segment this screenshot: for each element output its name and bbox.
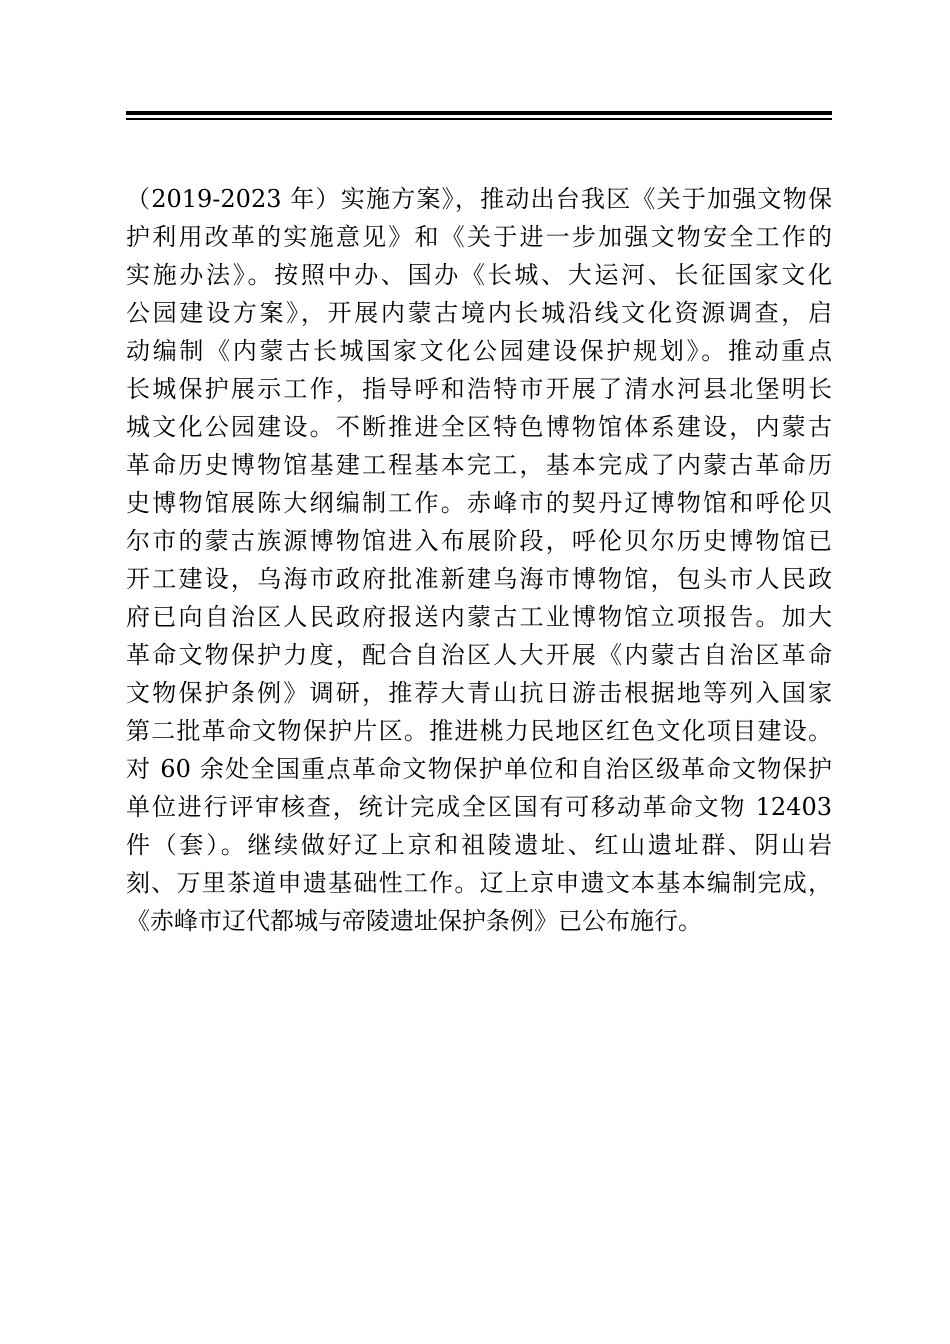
body-paragraph xyxy=(126,180,832,940)
text-line: 城文化公园建设。不断推进全区特色博物馆体系建设，内蒙古 xyxy=(126,413,832,441)
text-line: 革命文物保护力度，配合自治区人大开展《内蒙古自治区革命 xyxy=(126,641,832,669)
text-line: 文物保护条例》调研，推荐大青山抗日游击根据地等列入国家 xyxy=(126,679,832,707)
header-rule-thick xyxy=(126,111,832,115)
text-line: 件（套）。继续做好辽上京和祖陵遗址、红山遗址群、阴山岩 xyxy=(126,831,832,859)
text-line: 公园建设方案》，开展内蒙古境内长城沿线文化资源调查，启 xyxy=(126,299,832,327)
text-line: （2019-2023 年）实施方案》，推动出台我区《关于加强文物保 xyxy=(126,185,832,213)
text-line: 长城保护展示工作，指导呼和浩特市开展了清水河县北堡明长 xyxy=(126,375,832,403)
text-line: 开工建设，乌海市政府批准新建乌海市博物馆，包头市人民政 xyxy=(126,565,832,593)
text-line: 革命历史博物馆基建工程基本完工，基本完成了内蒙古革命历 xyxy=(126,451,832,479)
header-double-rule xyxy=(126,111,832,120)
text-line: 府已向自治区人民政府报送内蒙古工业博物馆立项报告。加大 xyxy=(126,603,832,631)
text-line: 对 60 余处全国重点革命文物保护单位和自治区级革命文物保护 xyxy=(126,755,832,783)
text-line: 实施办法》。按照中办、国办《长城、大运河、长征国家文化 xyxy=(126,261,832,289)
text-line-last: 《赤峰市辽代都城与帝陵遗址保护条例》已公布施行。 xyxy=(126,907,702,935)
text-line: 刻、万里茶道申遗基础性工作。辽上京申遗文本基本编制完成， xyxy=(126,869,832,897)
text-line: 第二批革命文物保护片区。推进桃力民地区红色文化项目建设。 xyxy=(126,717,832,745)
text-line: 动编制《内蒙古长城国家文化公园建设保护规划》。推动重点 xyxy=(126,337,832,365)
text-line: 护利用改革的实施意见》和《关于进一步加强文物安全工作的 xyxy=(126,223,832,251)
header-rule-thin xyxy=(126,118,832,120)
text-line: 尔市的蒙古族源博物馆进入布展阶段，呼伦贝尔历史博物馆已 xyxy=(126,527,832,555)
text-line: 史博物馆展陈大纲编制工作。赤峰市的契丹辽博物馆和呼伦贝 xyxy=(126,489,832,517)
text-line: 单位进行评审核查，统计完成全区国有可移动革命文物 12403 xyxy=(126,793,832,821)
